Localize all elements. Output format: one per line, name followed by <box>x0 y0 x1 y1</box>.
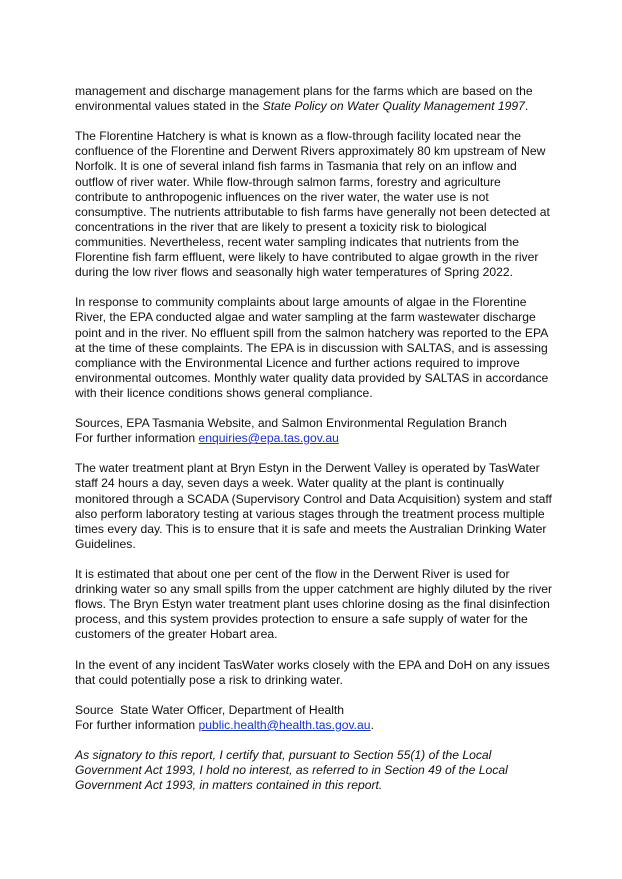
paragraph-drinking-water-flow: It is estimated that about one per cent of the flow in the Derwent River is used for drinking water so any small spills from the upper catchment are highly diluted by the river flows. The Bryn Estyn water treatment plant uses chlorine dosing as the final disinfection process, and this system provides protection to ensure a safe supply of water for the customers of the greater Hobart area. <box>75 567 553 642</box>
source-text: State Water Officer, Department of Health <box>120 702 345 717</box>
further-info-label: For further information <box>75 431 199 446</box>
further-info-end: . <box>370 717 374 732</box>
further-info-epa <box>75 431 555 446</box>
paragraph-taswater-incident: In the event of any incident TasWater works closely with the EPA and DoH on any issues that could potentially pose a risk to drinking water. <box>75 657 550 687</box>
sources-epa: Sources, EPA Tasmania Website, and Salmon Environmental Regulation Branch <box>75 416 507 431</box>
paragraph-end: . <box>524 99 529 114</box>
paragraph-management-plans <box>75 84 555 114</box>
signatory-statement: As signatory to this report, I certify that, pursuant to Section 55(1) of the Local Government Act 1993, I hold no interest, as referred to in Section 49 of the Local Government Act 1993, in matters contained in this report. <box>75 748 508 793</box>
further-info-label: For further information <box>75 717 199 732</box>
paragraph-community-complaints: In response to community complaints about large amounts of algae in the Florentine River, the EPA conducted algae and water sampling at the farm wastewater discharge point and in the river. No effluent spill from the salmon hatchery was reported to the EPA at the time of these complaints. The EPA is in discussion with SALTAS, and is assessing compliance with the Environmental Licence and further actions required to improve environmental outcomes. Monthly water quality data provided by SALTAS in accordance with their licence conditions shows general compliance. <box>75 295 549 400</box>
document-body <box>75 84 555 809</box>
paragraph-water-treatment: The water treatment plant at Bryn Estyn in the Derwent Valley is operated by TasWater staff 24 hours a day, seven days a week. Water quality at the plant is continually monitored through a SCADA (Supervisory Control and Data Acquisition) system and staff also perform laboratory testing at various stages through the treatment process multiple times every day. This is to ensure that it is safe and meets the Australian Drinking Water Guidelines. <box>75 461 552 551</box>
health-email-link[interactable]: public.health@health.tas.gov.au <box>198 717 371 732</box>
source-health <box>75 703 555 718</box>
epa-email-link[interactable]: enquiries@epa.tas.gov.au <box>198 431 339 446</box>
source-label: Source <box>75 702 114 717</box>
paragraph-florentine-hatchery: The Florentine Hatchery is what is known as a flow-through facility located near the confluence of the Florentine and Derwent Rivers approximately 80 km upstream of New Norfolk. It is one of several inland fish farms in Tasmania that rely on an inflow and outflow of river water. While flow-through salmon farms, forestry and agriculture contribute to anthropogenic influences on the river water, the water use is not consumptive. The nutrients attributable to fish farms have generally not been detected at concentrations in the river that are likely to present a toxicity risk to biological communities. Nevertheless, recent water sampling indicates that nutrients from the Florentine fish farm effluent, were likely to have contributed to algae growth in the river during the low river flows and seasonally high water temperatures of Spring 2022. <box>75 129 550 280</box>
paragraph-text: management and discharge management plans for the farms which are based on the environmental values stated in the <box>75 84 533 114</box>
further-info-health <box>75 718 555 733</box>
policy-title: State Policy on Water Quality Management 1997 <box>262 99 525 114</box>
